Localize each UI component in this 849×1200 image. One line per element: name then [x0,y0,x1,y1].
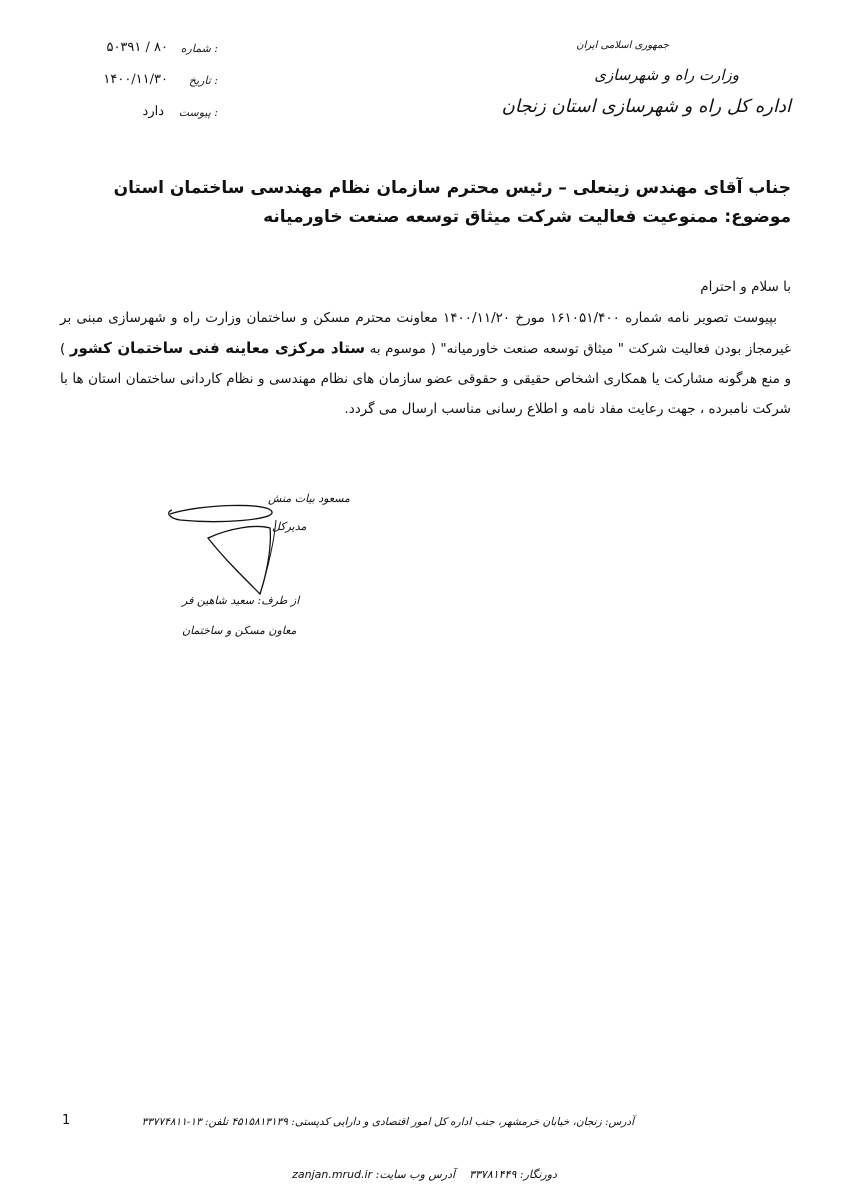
signature-from: از طرف: سعید شاهین فر [182,594,300,607]
directorate-title: اداره کل راه و شهرسازی استان زنجان [501,96,791,117]
signature-title: مدیرکل [272,520,307,533]
ministry-title: وزارت راه و شهرسازی [594,66,739,84]
handwritten-signature [160,498,300,608]
recipient-line: جناب آقای مهندس زینعلی – رئیس محترم سازمان نظام مهندسی ساختمان استان [113,178,791,198]
letter-body [60,303,791,424]
letter-number-label: شماره : [180,42,218,55]
page-number: 1 [62,1113,71,1128]
footer-website-label: آدرس وب سایت: [375,1168,456,1181]
letter-body-bold: ستاد مرکزی معاینه فنی ساختمان کشور [69,339,366,357]
republic-title: جمهوری اسلامی ایران [576,40,669,51]
subject-line: موضوع: ممنوعیت فعالیت شرکت میثاق توسعه صنعت خاورمیانه [263,207,791,227]
letter-body-part1: بپیوست تصویر نامه شماره ۱۶۱۰۵۱/۴۰۰ مورخ ۱۴۰۰/۱۱/۲۰ معاونت محترم مسکن و ساختمان وزارت راه و شهرسازی مبنی بر غیرمجاز بودن فعالیت شرکت " میثاق توسعه صنعت خاورمیانه" ( موسوم به [60,310,791,357]
footer-contact [0,1168,849,1181]
letter-date-label: تاریخ : [188,74,218,87]
letter-number-row [58,40,218,62]
footer-address: آدرس: زنجان، خیابان خرمشهر، جنب اداره کل امور اقتصادی و دارایی کدپستی: ۴۵۱۵۸۱۳۱۳۹ تلفن: ۱۳-۳۳۷۷۴۸۱۱ [141,1116,634,1128]
footer-website[interactable]: zanjan.mrud.ir [292,1168,373,1181]
greeting: با سلام و احترام [700,279,791,295]
letter-number-value: ۵۰۳۹۱ / ۸۰ [106,40,168,55]
footer-fax: دورنگار: ۳۳۷۸۱۴۴۹ [469,1168,557,1181]
letter-date-value: ۱۴۰۰/۱۱/۳۰ [103,72,168,87]
letter-date-row [58,72,218,94]
letter-attachment-label: پیوست : [178,106,218,119]
signature-name: مسعود بیات منش [268,492,350,505]
letter-attachment-value: دارد [142,104,164,119]
letter-attachment-row [58,104,218,126]
letter-body-part2: ) و منع هرگونه مشارکت یا همکاری اشخاص حقیقی و حقوقی عضو سازمان های نظام مهندسی و نظام کاردانی ساختمان استان ها با شرکت نامبرده ، جهت رعایت مفاد نامه و اطلاع رسانی مناسب ارسال می گردد. [60,341,791,417]
signature-role: معاون مسکن و ساختمان [182,624,297,637]
